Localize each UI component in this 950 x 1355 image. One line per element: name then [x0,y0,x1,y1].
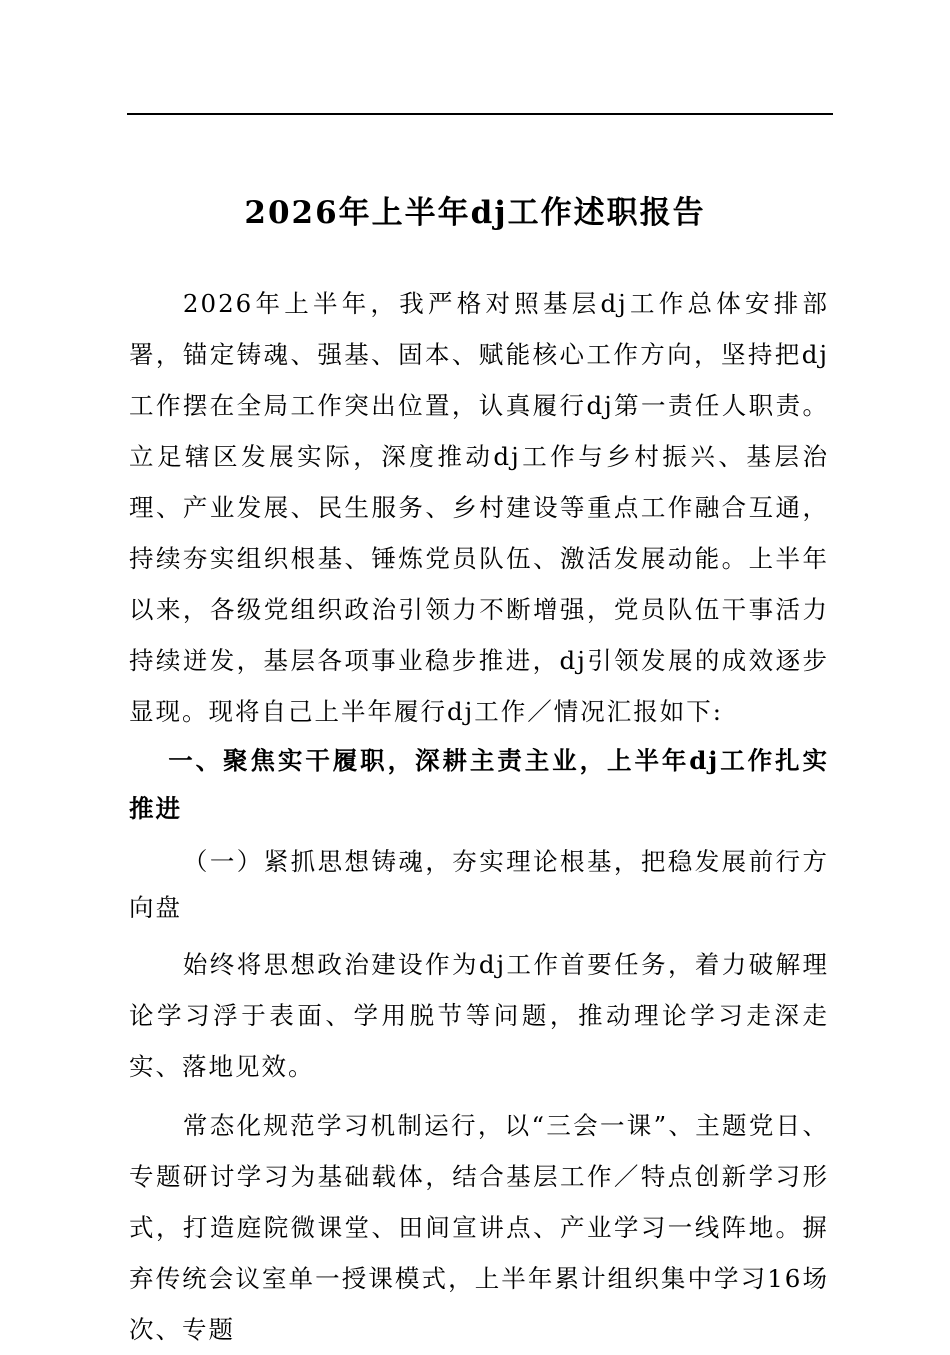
document-body [129,278,829,1355]
intro-paragraph: 2026年上半年，我严格对照基层dj工作总体安排部署，锚定铸魂、强基、固本、赋能核心工作方向，坚持把dj工作摆在全局工作突出位置，认真履行dj第一责任人职责。立足辖区发展实际，深度推动dj工作与乡村振兴、基层治理、产业发展、民生服务、乡村建设等重点工作融合互通，持续夯实组织根基、锤炼党员队伍、激活发展动能。上半年以来，各级党组织政治引领力不断增强，党员队伍干事活力持续迸发，基层各项事业稳步推进，dj引领发展的成效逐步显现。现将自己上半年履行dj工作／情况汇报如下: [129,289,829,726]
header-rule [127,113,833,115]
document-title: 2026年上半年dj工作述职报告 [244,195,706,231]
body-paragraph-3: 常态化规范学习机制运行，以“三会一课”、主题党日、专题研讨学习为基础载体，结合基层工作／特点创新学习形式，打造庭院微课堂、田间宣讲点、产业学习一线阵地。摒弃传统会议室单一授课模式，上半年累计组织集中学习16场次、专题 [129,1111,829,1344]
body-paragraph-2: 始终将思想政治建设作为dj工作首要任务，着力破解理论学习浮于表面、学用脱节等问题，推动理论学习走深走实、落地见效。 [129,950,829,1081]
section-heading-1: 一、聚焦实干履职，深耕主责主业，上半年dj工作扎实推进 [129,746,829,823]
subsection-heading-1: （一）紧抓思想铸魂，夯实理论根基，把稳发展前行方向盘 [129,847,829,922]
